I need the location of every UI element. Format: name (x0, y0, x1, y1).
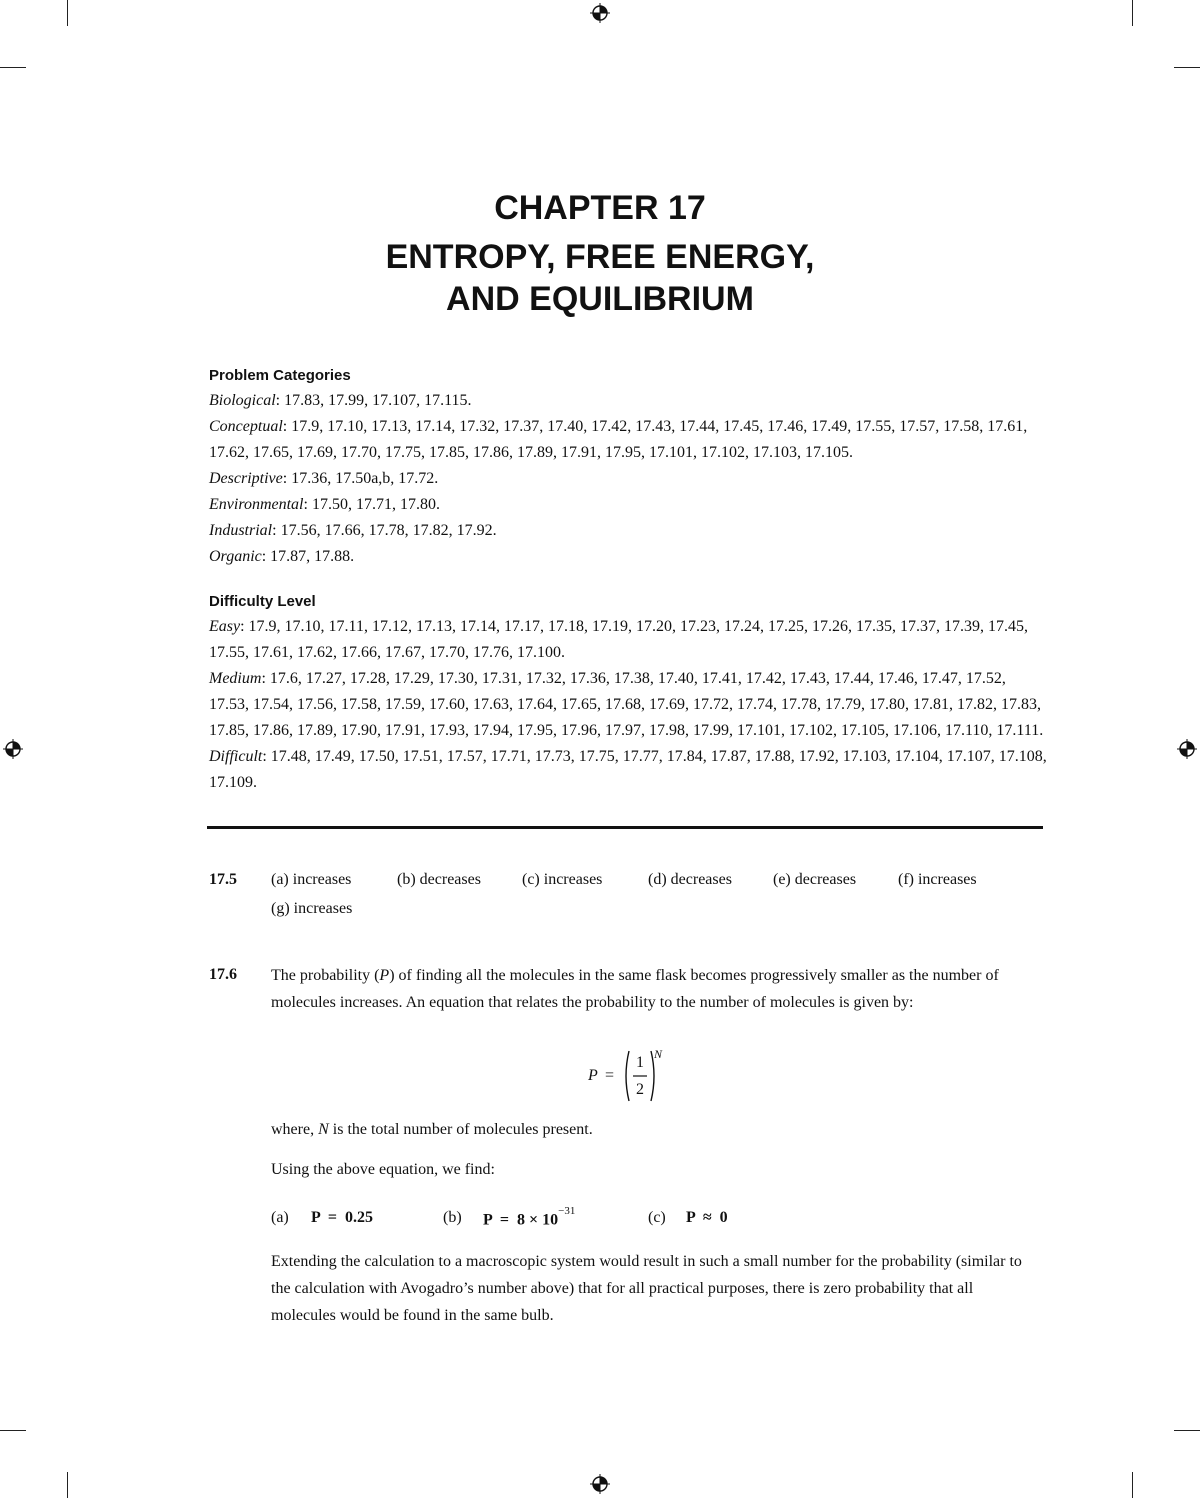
category-environmental: Environmental: 17.50, 17.71, 17.80. (209, 496, 440, 513)
answer-e: (e) decreases (773, 871, 857, 888)
equation-equals: = (605, 1067, 615, 1084)
crop-mark-top-right (1132, 0, 1133, 26)
answer-b: (b) decreases (397, 871, 481, 888)
category-industrial: Industrial: 17.56, 17.66, 17.78, 17.82, 17.92. (209, 522, 497, 539)
fraction-numerator: 1 (636, 1054, 644, 1071)
crop-mark-bottom-right (1132, 1472, 1133, 1498)
using-line: Using the above equation, we find: (271, 1161, 495, 1178)
crop-mark-top-left-h (0, 67, 26, 68)
crop-mark-top-right-h (1174, 67, 1200, 68)
crop-mark-top-left (67, 0, 68, 26)
answer-d: (d) decreases (648, 871, 732, 888)
chapter-title-line1: ENTROPY, FREE ENERGY, (385, 238, 815, 276)
registration-mark-icon (590, 3, 610, 23)
chapter-number: CHAPTER 17 (494, 189, 706, 227)
category-organic: Organic: 17.87, 17.88. (209, 548, 355, 565)
registration-mark-icon (3, 739, 23, 759)
problem-index (209, 364, 1049, 796)
difficulty-difficult: Difficult: 17.48, 17.49, 17.50, 17.51, 17.57, 17.71, 17.73, 17.75, 17.77, 17.84, 17.87, 17.88, 17.92, 17.103, 17.104, 17.107, 17.108, 17.109. (209, 748, 1047, 791)
answer-f: (f) increases (898, 871, 977, 888)
category-descriptive: Descriptive: 17.36, 17.50a,b, 17.72. (209, 470, 439, 487)
crop-mark-bottom-left (67, 1472, 68, 1498)
answer-g: (g) increases (271, 900, 353, 917)
difficulty-medium: Medium: 17.6, 17.27, 17.28, 17.29, 17.30, 17.31, 17.32, 17.36, 17.38, 17.40, 17.41, 17.42, 17.43, 17.44, 17.46, 17.47, 17.52, 17.53, 17.54, 17.56, 17.58, 17.59, 17.60, 17.63, 17.64, 17.65, 17.68, 17.69, 17.72, 17.74, 17.78, 17.79, 17.80, 17.81, 17.82, 17.83, 17.85, 17.86, 17.89, 17.90, 17.91, 17.93, 17.94, 17.95, 17.96, 17.97, 17.98, 17.99, 17.101, 17.102, 17.105, 17.106, 17.110, 17.111. (209, 670, 1044, 739)
category-conceptual: Conceptual: 17.9, 17.10, 17.13, 17.14, 17.32, 17.37, 17.40, 17.42, 17.43, 17.44, 17.45, 17.46, 17.49, 17.55, 17.57, 17.58, 17.61, 17.62, 17.65, 17.69, 17.70, 17.75, 17.85, 17.86, 17.89, 17.91, 17.95, 17.101, 17.102, 17.103, 17.105. (209, 418, 1028, 461)
crop-mark-bottom-left-h (0, 1430, 26, 1431)
category-biological: Biological: 17.83, 17.99, 17.107, 17.115. (209, 392, 472, 409)
answer-c: (c) increases (522, 871, 603, 888)
equation-exponent: N (654, 1047, 663, 1061)
calc-b-expression: $P = 8 \times 10^{-31}$ (483, 1205, 576, 1229)
problem-categories-heading: Problem Categories (209, 367, 351, 384)
problem-number-17-6: 17.6 (209, 966, 237, 983)
fraction-denominator: 2 (636, 1081, 644, 1098)
calc-c-expression: P ≈ 0 (686, 1209, 728, 1226)
calc-a-expression: P = 0.25 (311, 1209, 374, 1226)
problem-17-6-intro: The probability (P) of finding all the molecules in the same flask becomes progressively smaller as the number of molecules increases. An equation that relates the probability to the number of molecules is given by: (271, 967, 999, 1011)
chapter-title-line2: AND EQUILIBRIUM (446, 280, 754, 318)
registration-mark-icon (1177, 739, 1197, 759)
answer-a: (a) increases (271, 871, 352, 888)
section-divider (207, 826, 1043, 829)
where-line: where, N is the total number of molecules present. (271, 1121, 593, 1138)
calc-a-label: (a) (271, 1209, 289, 1226)
problem-number-17-5: 17.5 (209, 871, 237, 888)
registration-mark-icon (590, 1474, 610, 1494)
difficulty-easy: Easy: 17.9, 17.10, 17.11, 17.12, 17.13, 17.14, 17.17, 17.18, 17.19, 17.20, 17.23, 17.24, 17.25, 17.26, 17.35, 17.37, 17.39, 17.45, 17.55, 17.61, 17.62, 17.66, 17.67, 17.70, 17.76, 17.100. (209, 618, 1028, 661)
calc-c-label: (c) (648, 1209, 666, 1226)
difficulty-level-heading: Difficulty Level (209, 593, 316, 610)
conclusion-paragraph: Extending the calculation to a macroscopic system would result in such a small number for the probability (similar to the calculation with Avogadro’s number above) that for all practical purposes, there is zero probability that all molecules would be found in the same bulb. (271, 1253, 1022, 1324)
calc-b-label: (b) (443, 1209, 462, 1226)
equation-lhs: P (588, 1067, 598, 1084)
crop-mark-bottom-right-h (1174, 1430, 1200, 1431)
